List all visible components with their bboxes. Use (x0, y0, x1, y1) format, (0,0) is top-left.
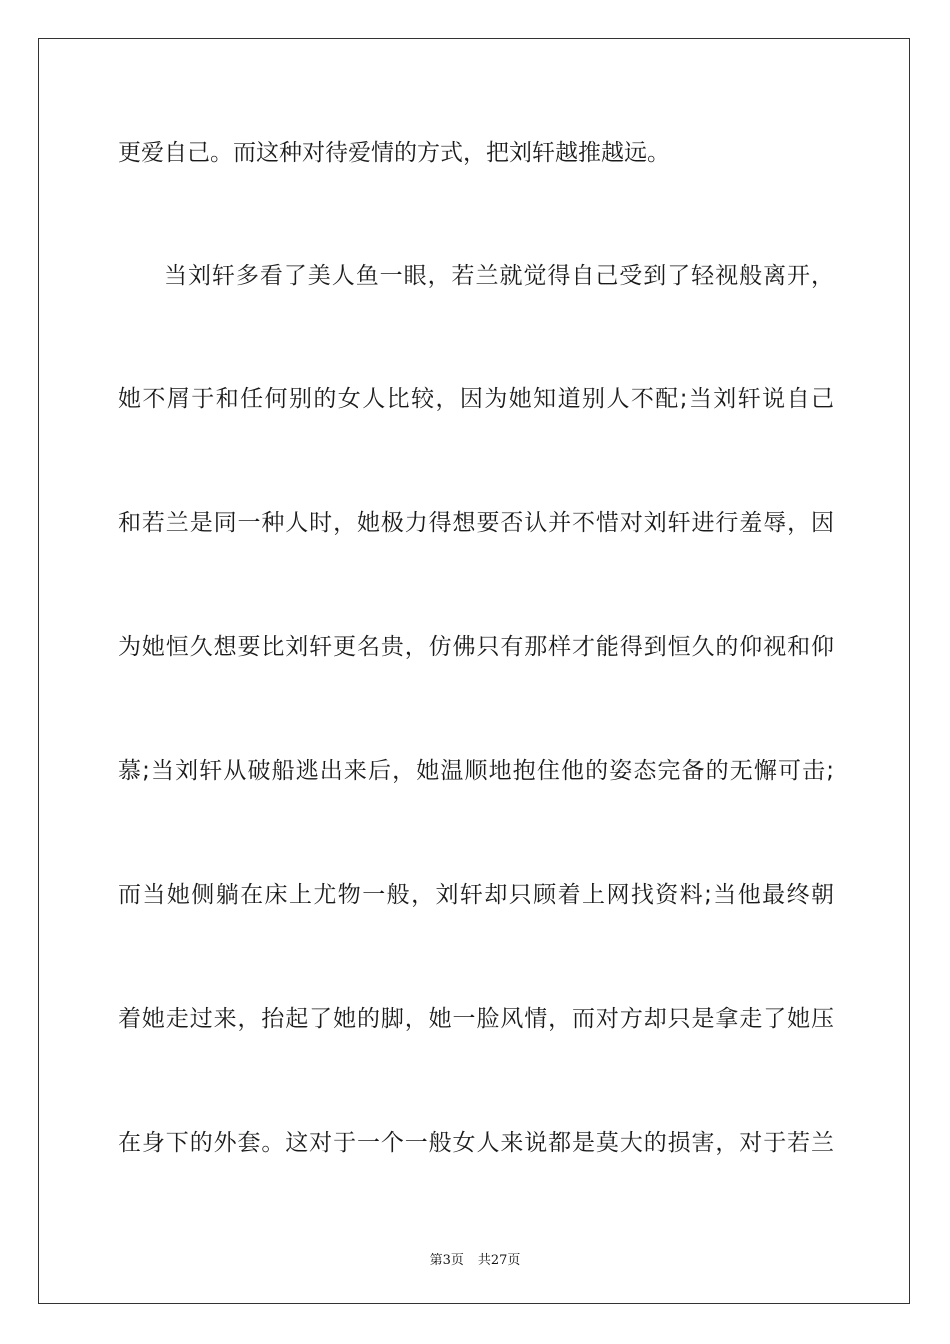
text-line-6: 慕;当刘轩从破船逃出来后，她温顺地抱住他的姿态完备的无懈可击; (118, 758, 834, 784)
text-line-4: 和若兰是同一种人时，她极力得想要否认并不惜对刘轩进行羞辱，因 (118, 510, 834, 536)
page-total: 共27页 (477, 1253, 521, 1268)
page-number: 第3页 (429, 1253, 464, 1268)
text-line-8: 着她走过来，抬起了她的脚，她一脸风情，而对方却只是拿走了她压 (118, 1006, 834, 1032)
text-line-2: 当刘轩多看了美人鱼一眼，若兰就觉得自己受到了轻视般离开， (164, 263, 834, 289)
page-footer (0, 1249, 950, 1268)
page-frame (38, 38, 910, 1304)
text-line-1: 更爱自己。而这种对待爱情的方式，把刘轩越推越远。 (118, 140, 670, 166)
text-line-5: 为她恒久想要比刘轩更名贵，仿佛只有那样才能得到恒久的仰视和仰 (118, 634, 834, 660)
text-line-7: 而当她侧躺在床上尤物一般，刘轩却只顾着上网找资料;当他最终朝 (118, 882, 834, 908)
text-line-3: 她不屑于和任何别的女人比较，因为她知道别人不配;当刘轩说自己 (118, 386, 834, 412)
text-line-9: 在身下的外套。这对于一个一般女人来说都是莫大的损害，对于若兰 (118, 1130, 834, 1156)
